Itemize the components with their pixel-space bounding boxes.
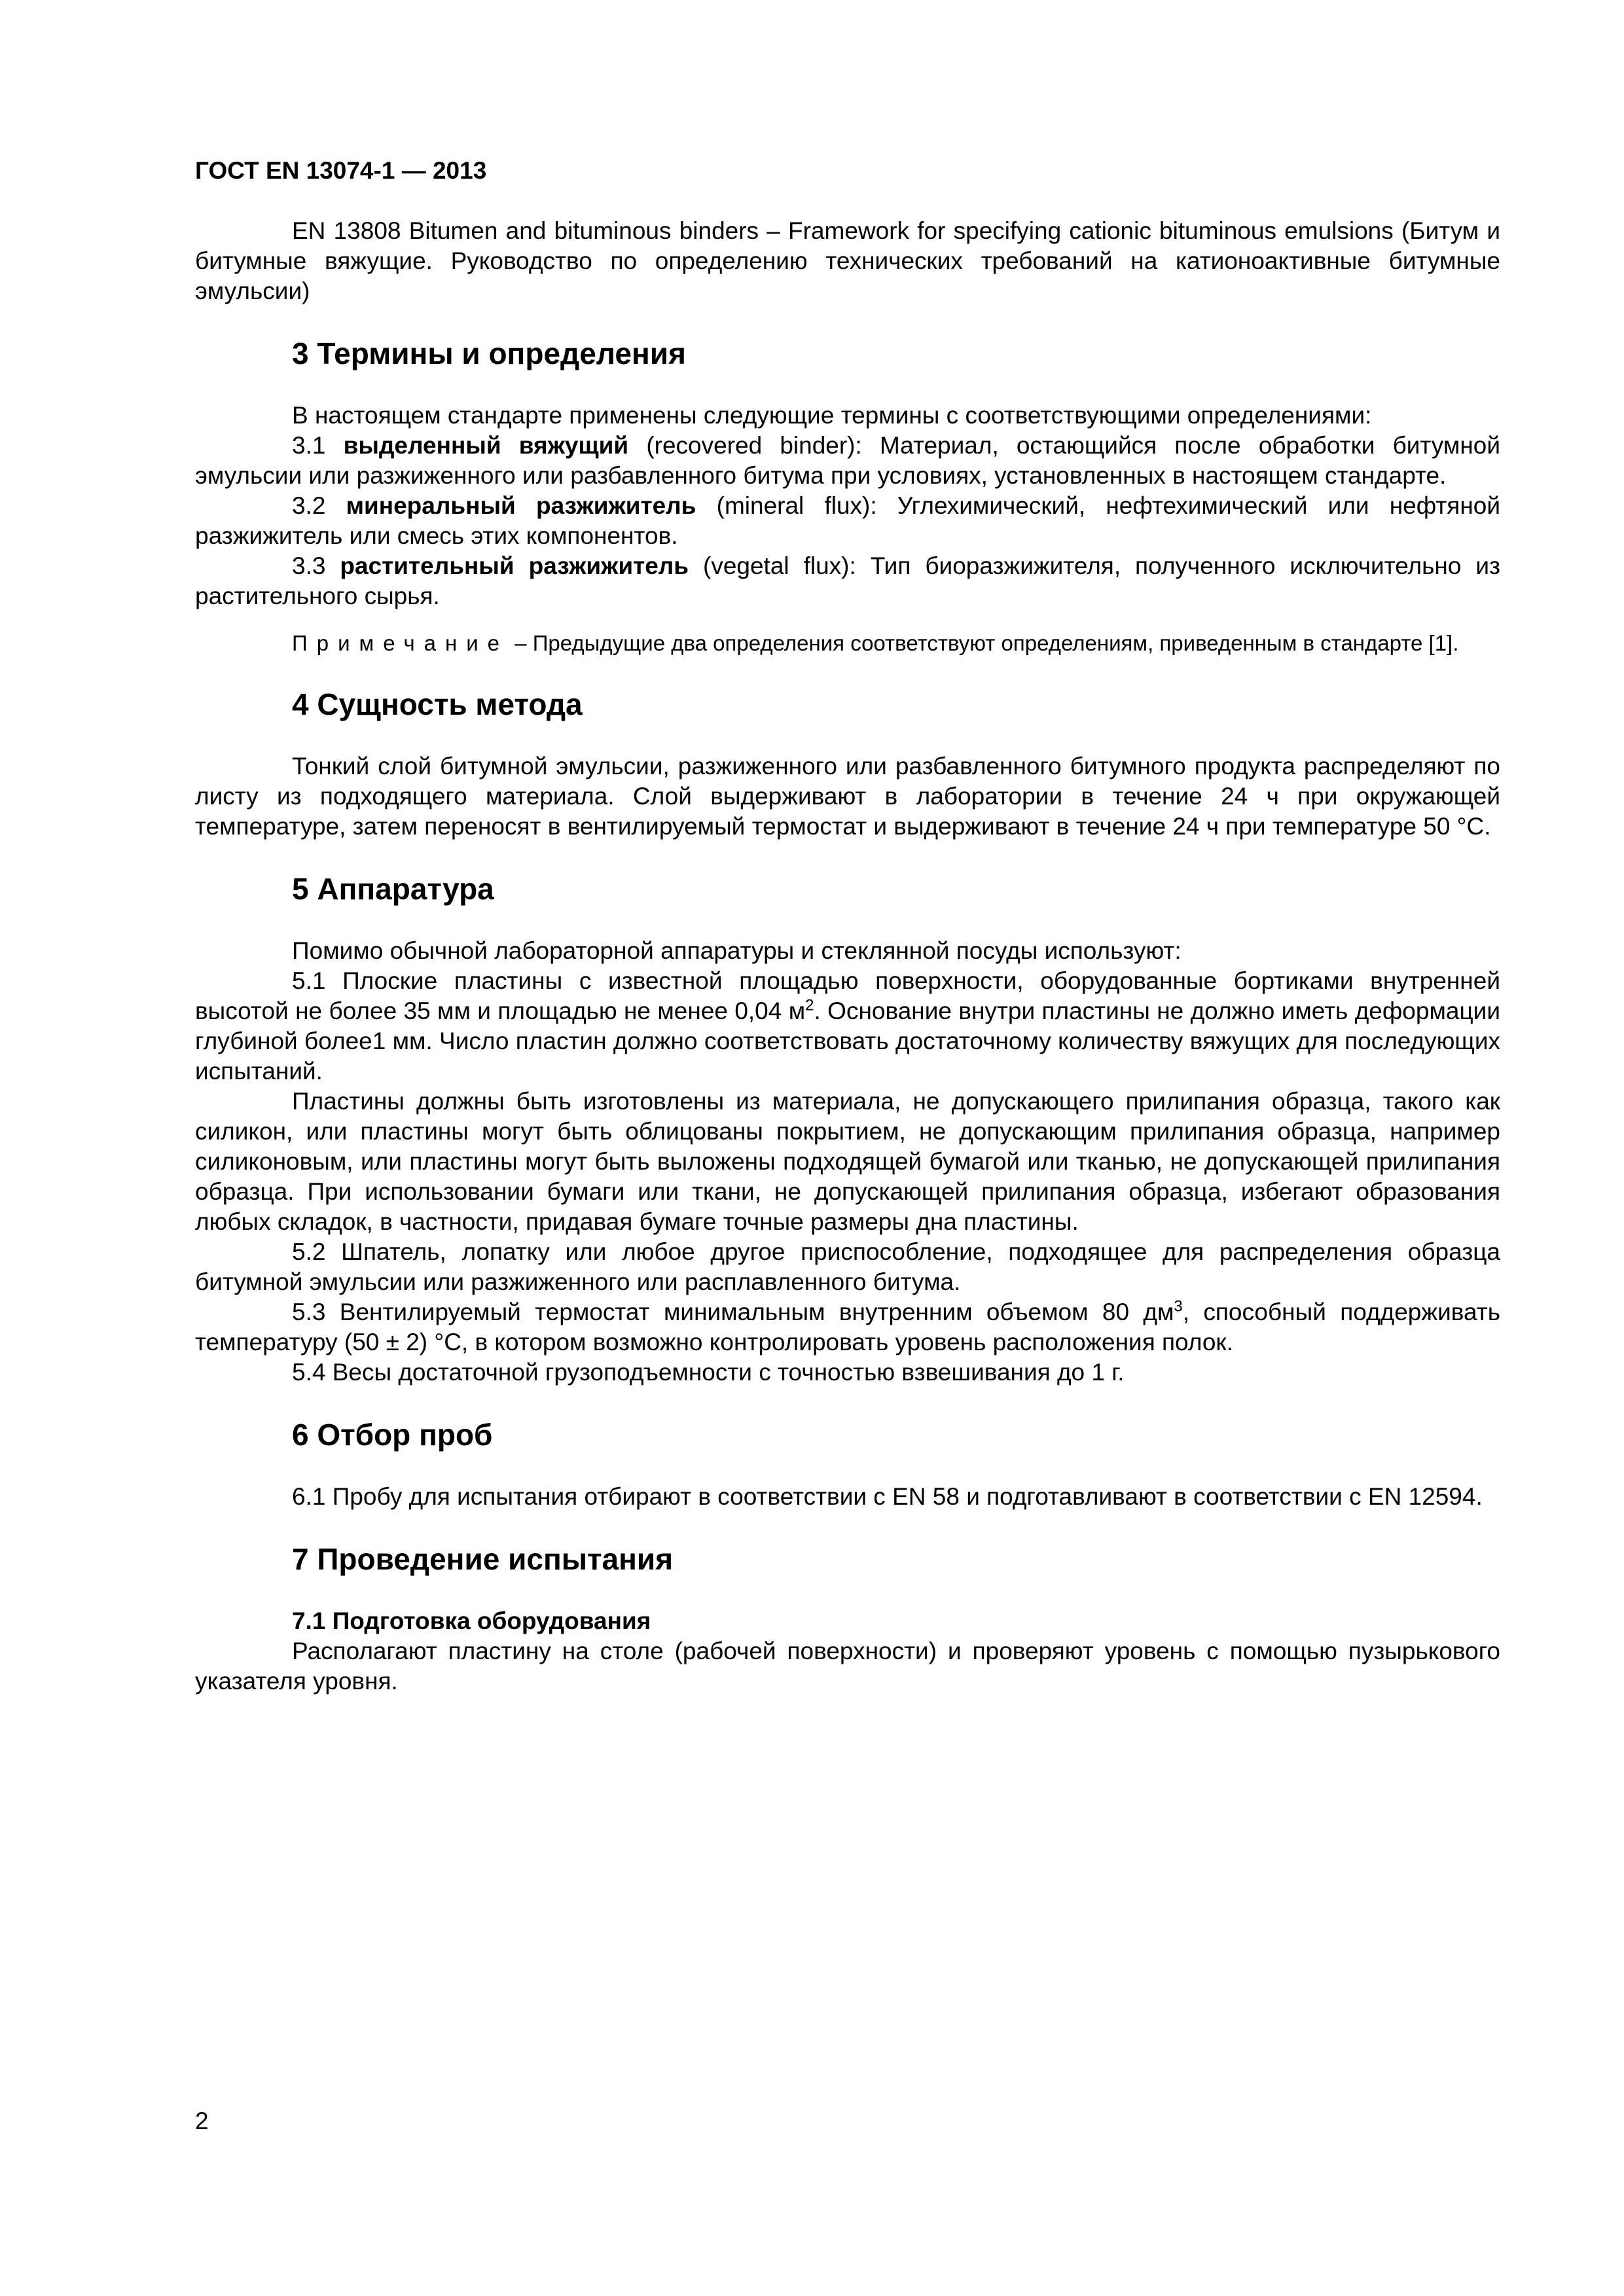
term-definition: (recovered binder): Материал, остающийся после обработки битумной эмульсии или разжиженного или разбавленного битума при условиях, установленных в настоящем стандарте. [195, 432, 1500, 489]
term-definition: (mineral flux): Углехимический, нефтехимический или нефтяной разжижитель или смесь этих компонентов. [195, 492, 1501, 549]
superscript: 3 [1174, 1297, 1183, 1316]
note [195, 630, 1500, 657]
section-3-lead: В настоящем стандарте применены следующие термины с соответствующими определениями: [292, 402, 1372, 429]
term-definition: (vegetal flux): Тип биоразжижителя, полученного исключительно из растительного сырья. [195, 552, 1501, 609]
term-number: 3.2 [292, 492, 326, 519]
item-5-3-text-cont: , способный поддерживать температуру (50 ± 2) °С, в котором возможно контролировать уровень расположения полок. [195, 1299, 1500, 1355]
document-header: ГОСТ EN 13074-1 — 2013 [195, 157, 487, 184]
term-3-1 [195, 431, 1500, 491]
item-5-2: 5.2 Шпатель, лопатку или любое другое приспособление, подходящее для распределения образца битумной эмульсии или разжиженного или расплавленного битума. [195, 1238, 1500, 1295]
item-5-4: 5.4 Весы достаточной грузоподъемности с точностью взвешивания до 1 г. [292, 1359, 1125, 1386]
subsection-7-1-text: Располагают пластину на столе (рабочей поверхности) и проверяют уровень с помощью пузырькового указателя уровня. [195, 1638, 1500, 1695]
subsection-7-1-title: 7.1 Подготовка оборудования [292, 1607, 651, 1634]
section-6-title: 6 Отбор проб [292, 1418, 493, 1452]
section-4-text: Тонкий слой битумной эмульсии, разжиженного или разбавленного битумного продукта распределяют по листу из подходящего материала. Слой выдерживают в лаборатории в течение 24 ч при окружающей температуре, затем переносят в вентилируемый термостат и выдерживают в течение 24 ч при температуре 50 °С. [195, 753, 1500, 840]
term-number: 3.3 [292, 552, 326, 579]
item-5-3 [195, 1297, 1500, 1357]
section-6-text: 6.1 Пробу для испытания отбирают в соответствии с EN 58 и подготавливают в соответствии с EN 12594. [292, 1483, 1483, 1510]
section-4-title: 4 Сущность метода [292, 687, 583, 721]
page-number: 2 [195, 2108, 209, 2134]
item-5-1-plates: Пластины должны быть изготовлены из материала, не допускающего прилипания образца, такого как силикон, или пластины могут быть облицованы покрытием, не допускающим прилипания образца, например силиконовым, или пластины могут быть выложены подходящей бумагой или тканью, не допускающей прилипания образца. При использовании бумаги или ткани, не допускающей прилипания образца, избегают образования любых складок, в частности, придавая бумаге точные размеры дна пластины. [195, 1088, 1500, 1235]
item-5-1-text-cont: . Основание внутри пластины не должно иметь деформации глубиной более1 мм. Число пластин должно соответствовать достаточному количеству вяжущих для последующих испытаний. [195, 997, 1501, 1085]
section-5-title: 5 Аппаратура [292, 872, 494, 906]
item-5-3-text: 5.3 Вентилируемый термостат минимальным внутренним объемом 80 дм [292, 1299, 1174, 1325]
section-3-title: 3 Термины и определения [292, 336, 686, 370]
note-text: – Предыдущие два определения соответствуют определениям, приведенным в стандарте [1]. [514, 631, 1459, 655]
reference-entry: EN 13808 Bitumen and bituminous binders – Framework for specifying cationic bituminous emulsions (Битум и битумные вяжущие. Руководство по определению технических требований на катионоактивные битумные эмульсии) [195, 217, 1500, 304]
term-number: 3.1 [292, 432, 326, 459]
item-5-1 [195, 966, 1500, 1086]
section-7-title: 7 Проведение испытания [292, 1542, 674, 1576]
term-3-3 [195, 551, 1500, 611]
term-name: минеральный разжижитель [346, 492, 696, 519]
item-5-1-text: 5.1 Плоские пластины с известной площадью поверхности, оборудованные бортиками внутренней высотой не более 35 мм и площадью не менее 0,04 м [195, 967, 1500, 1024]
note-label: Примечание [292, 631, 509, 655]
superscript: 2 [805, 996, 814, 1014]
term-name: выделенный вяжущий [343, 432, 629, 459]
page-content [195, 156, 1500, 1696]
term-3-2 [195, 491, 1500, 551]
section-5-lead: Помимо обычной лабораторной аппаратуры и стеклянной посуды используют: [292, 937, 1182, 964]
term-name: растительный разжижитель [340, 552, 689, 579]
